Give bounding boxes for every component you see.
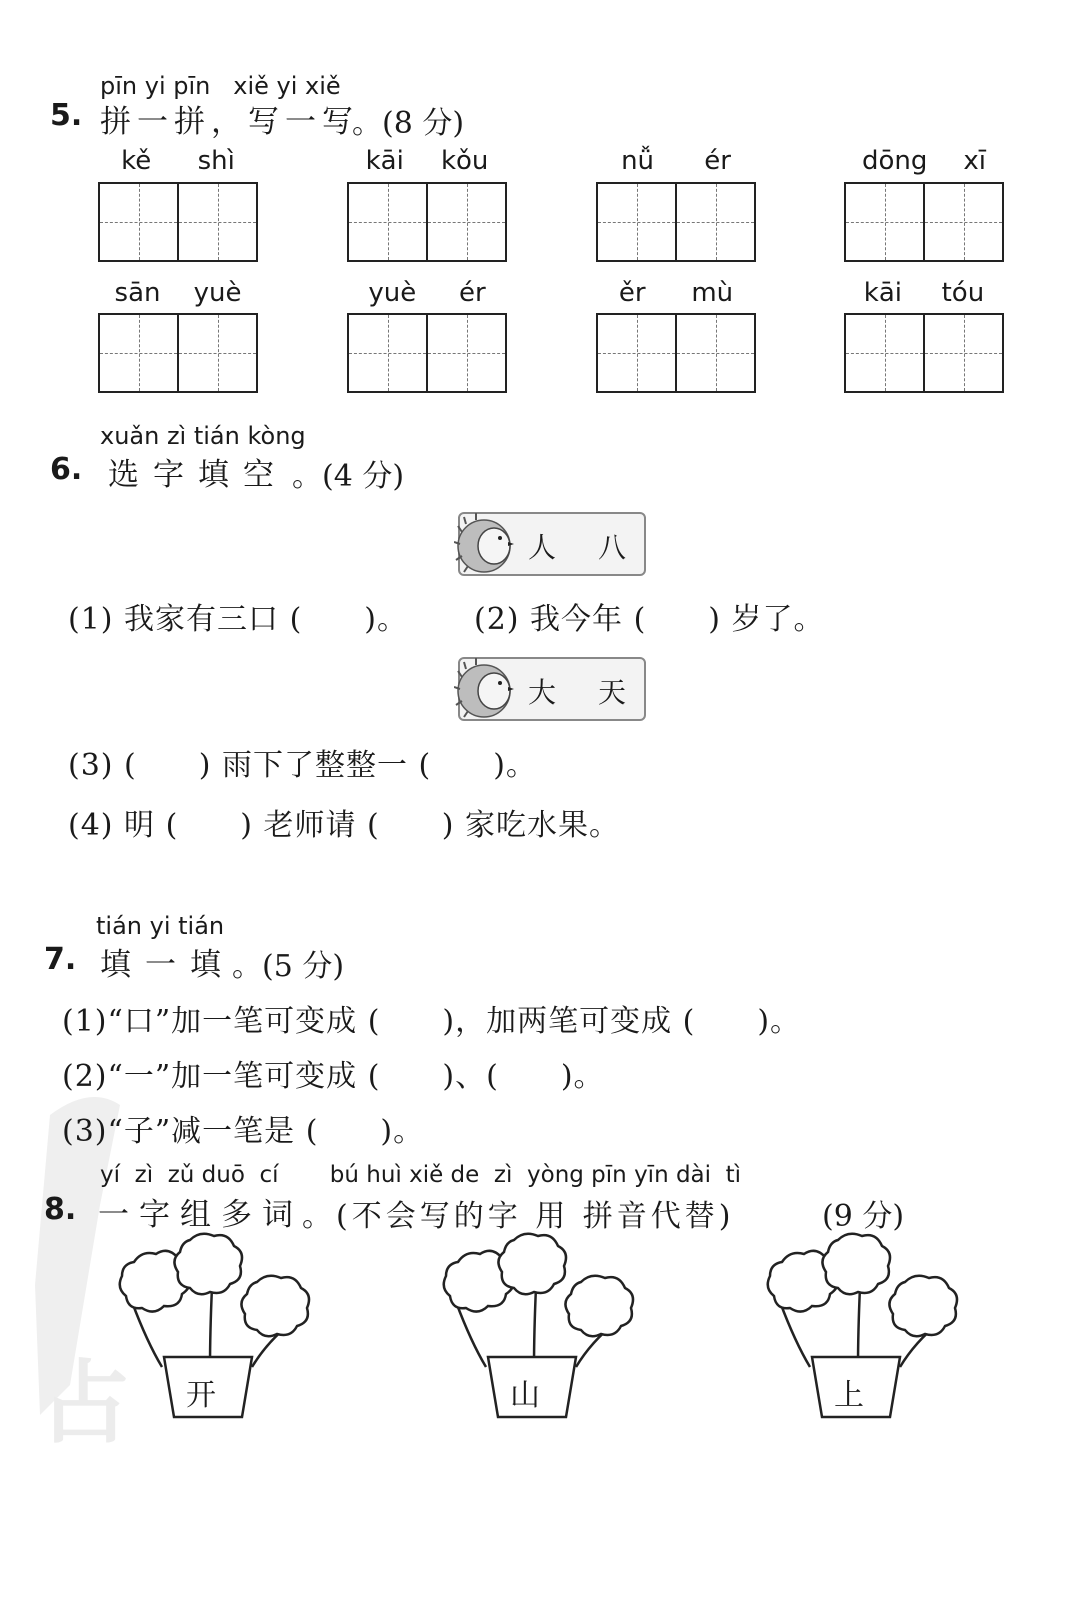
q5-pinyin-pair-1: kě shì [121, 146, 235, 176]
q7-line-1: (1)“口”加一笔可变成 ( )，加两笔可变成 ( )。 [62, 1004, 802, 1039]
q6-score: 。(4 分) [292, 459, 405, 494]
watermark-text: 占 [40, 1350, 130, 1456]
pot-char-1: 开 [186, 1378, 216, 1413]
q6-box2-char-2: 天 [598, 676, 627, 709]
q6-box2-char-1: 大 [528, 676, 557, 709]
q6-box1-char-2: 八 [598, 531, 627, 564]
q6-title: 选字填空 [108, 457, 288, 493]
q5-number: 5. [50, 98, 83, 133]
q5-writing-grid-1[interactable] [98, 182, 258, 262]
q8-number: 8. [44, 1192, 77, 1227]
q5-writing-grid-4[interactable] [844, 182, 1004, 262]
q8-note: 。(不会写的字 用 拼音代替) [302, 1199, 735, 1234]
q7-line-3: (3)“子”减一笔是 ( )。 [62, 1114, 425, 1149]
q5-pinyin-pair-4: dōng xī [861, 146, 986, 176]
hedgehog-icon [454, 512, 518, 576]
q5-title: 拼一拼，写一写 [100, 104, 359, 140]
q5-score: 。(8 分) [352, 106, 465, 141]
q6-pinyin: xuǎn zì tián kòng [100, 422, 306, 450]
pot-char-2: 山 [510, 1378, 540, 1413]
q8-title: 一字组多词 [98, 1197, 303, 1233]
q5-pinyin-pair-7: ěr mù [618, 278, 734, 308]
q6-line-3: (3) ( ) 雨下了整整一 ( )。 [68, 748, 537, 783]
q5-pinyin: pīn yi pīn xiě yi xiě [100, 72, 341, 100]
q5-pinyin-pair-3: nǚ ér [621, 146, 731, 176]
q7-line-2: (2)“一”加一笔可变成 ( )、( )。 [62, 1059, 605, 1094]
q7-number: 7. [44, 942, 77, 977]
q5-writing-grid-8[interactable] [844, 313, 1004, 393]
q6-choice-box-2 [458, 657, 646, 721]
q8-pinyin: yí zì zǔ duō cí bú huì xiě de zì yòng pīn yīn dài tì [100, 1162, 742, 1188]
q7-pinyin: tián yi tián [96, 912, 225, 940]
q5-writing-grid-2[interactable] [347, 182, 507, 262]
q7-score: 。(5 分) [232, 949, 345, 984]
q6-line-4: (4) 明 ( ) 老师请 ( ) 家吃水果。 [68, 808, 620, 843]
q6-line-1b: (2) 我今年 ( ) 岁了。 [474, 602, 825, 637]
q8-score: (9 分) [822, 1199, 905, 1234]
q5-pinyin-pair-5: sān yuè [114, 278, 242, 308]
q6-box1-char-1: 人 [528, 531, 557, 564]
q6-choice-box-1 [458, 512, 646, 576]
hedgehog-icon [454, 657, 518, 721]
q5-writing-grid-7[interactable] [596, 313, 756, 393]
q5-pinyin-pair-6: yuè ér [368, 278, 486, 308]
q5-pinyin-pair-2: kāi kǒu [365, 146, 489, 176]
q5-writing-grid-6[interactable] [347, 313, 507, 393]
q6-number: 6. [50, 452, 83, 487]
pot-char-3: 上 [834, 1378, 864, 1413]
q5-writing-grid-3[interactable] [596, 182, 756, 262]
q6-line-1a: (1) 我家有三口 ( )。 [68, 602, 408, 637]
q7-title: 填一填 [100, 947, 235, 983]
q5-pinyin-pair-8: kāi tóu [863, 278, 985, 308]
q5-writing-grid-5[interactable] [98, 313, 258, 393]
